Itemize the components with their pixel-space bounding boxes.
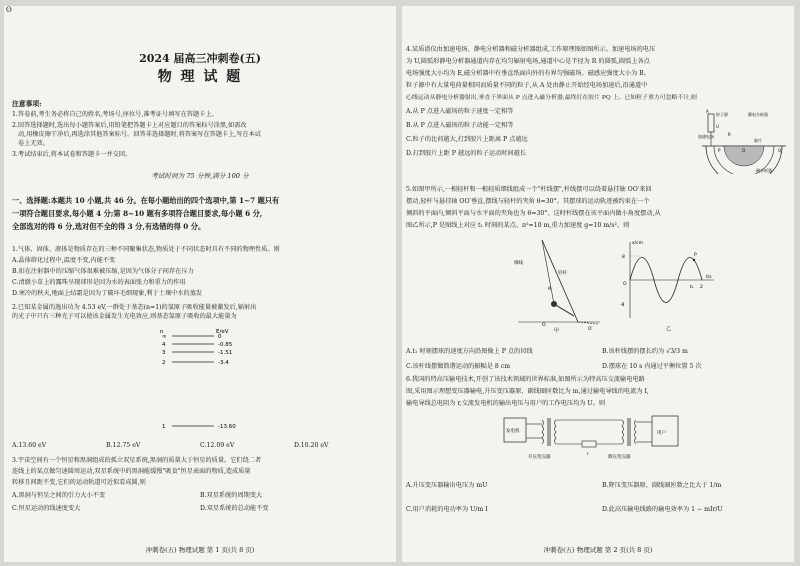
section-heading: 全部选对的得 6 分,选对但不全的得 3 分,有选错的得 0 分。: [12, 222, 206, 231]
q2-option-d: D.10.20 eV: [294, 442, 329, 449]
level-n: ∞: [162, 334, 167, 340]
q5-option-c: C.该杆线摆做简谐运动的振幅是 8 cm: [406, 363, 511, 370]
q3-option-a: A.黑洞与恒星之间的引力大小不变: [12, 492, 106, 499]
level-e: -13.60: [218, 424, 236, 430]
fig-label: 磁分析器: [756, 168, 772, 173]
notice-line: 卷上无效。: [18, 140, 49, 147]
fig-label: U: [716, 124, 719, 129]
q4-stem: 粒子源中有大量电荷量相同而质量不同的粒子,从 A 处由静止开始经电场加速后,沿通道中: [406, 82, 648, 89]
graph-label: t/s: [706, 275, 712, 280]
q2-option-a: A.13.60 eV: [12, 442, 47, 449]
axis-e-label: E/eV: [216, 329, 229, 335]
q4-stem: 为 U,圆弧形静电分析器通道内存在均匀辐射电场,通道中心是半径为 R 的圆弧,圆弧上各点: [406, 58, 650, 65]
notice-line: 动,用橡皮擦干净后,再选涂其他答案标号。回答非选择题时,将答案写在答题卡上,写在本试: [18, 131, 261, 138]
page-footer: 冲刺卷(五) 物理试题 第 1 页(共 8 页): [145, 546, 255, 554]
q5-option-d: D.摆球在 10 s 内通过平衡位置 5 次: [602, 363, 702, 370]
level-n: 4: [162, 342, 166, 348]
q4-option-b: B.从 P 点进入磁场的粒子动能一定相等: [406, 122, 514, 129]
circuit-label: 降压变压器: [608, 455, 631, 460]
fig-label: θ: [548, 287, 551, 292]
level-e: -1.51: [218, 350, 233, 356]
energy-level-diagram: [152, 328, 252, 436]
q5-option-a: A.t₁ 时刻摆球的速度方向沿图像上 P 点的切线: [406, 348, 533, 355]
section-heading: 一、选择题:本题共 10 小题,共 46 分。在每小题给出的四个选项中,第 1~7 题只有: [12, 196, 280, 205]
fig-label: R: [728, 132, 731, 137]
corner-mark: ʘ: [6, 6, 12, 14]
q4-option-c: C.粒子的比荷越大,打到胶片上距离 P 点越远: [406, 136, 528, 143]
q1-option-b: B.扣在注射器中的压缩气体很难被压缩,是因为气体分子间存在斥力: [12, 268, 194, 275]
fig-label: Q: [778, 148, 782, 153]
notice-line: 1.答卷前,考生务必将自己的姓名,考场号,座位号,准考证号填写在答题卡上。: [12, 111, 218, 118]
fig-label: 轻杆: [558, 271, 567, 276]
graph-label: O: [623, 282, 627, 287]
q1-option-c: C.清澈小草上的露珠呈现球形是因为水的表面张力和重力的作用: [12, 279, 186, 286]
q4-option-d: D.打到胶片上距 P 越远的粒子运动时间越长: [406, 150, 526, 157]
q3-stem: 3.宇宙空间有一个恒星和黑洞组成的孤立双星系统,黑洞的质量大于恒星的质量。它们绕二者: [12, 457, 262, 464]
graph-label: t₁: [690, 285, 694, 290]
q4-stem: 电场强度大小均为 E,磁分析器中有垂直纸面向外的有界匀强磁场。磁感应强度大小为 B。: [406, 70, 650, 77]
q1-stem: 1.气体、固体、液体是物质存在的三种不同聚集状态,物质处于不同状态时具有不同的物理性质。则: [12, 246, 280, 253]
left-page: [4, 6, 396, 562]
q6-stem: 输电导线总电阻为 r,交流发电机的输出电压与用户的工作电压均为 U。则: [406, 400, 606, 407]
graph-label: x/cm: [632, 241, 644, 246]
fig-label: 加速电场: [698, 134, 714, 139]
q6-stem: 6.我国的特高压输电技术,开创了该技术领域的世界标准,如图所示为特高压交流输电电路: [406, 376, 645, 383]
q5-stem: 5.如图甲所示,一根轻杆和一根轻质细线组成一个"杆线摆",杆线摆可以绕着悬挂轴 OO′来回: [406, 186, 652, 193]
fig-label: O: [542, 323, 546, 328]
q5-option-b: B.该杆线摆的摆长约为 √3/3 m: [602, 348, 688, 355]
circuit-label: 用户: [657, 431, 666, 436]
displacement-time-graph: [618, 238, 718, 334]
section-heading: 一项符合题目要求,每小题 4 分;第 8~10 题有多项符合题目要求,每小题 6 分,: [12, 209, 263, 218]
q2-option-c: C.12.09 eV: [200, 442, 235, 449]
fig-label: O′: [588, 327, 593, 332]
level-n: 3: [162, 350, 166, 356]
notice-heading: 注意事项:: [12, 100, 42, 108]
subject-title: 物 理 试 题: [157, 69, 243, 85]
fig-label: O: [742, 148, 746, 153]
rod-line-pendulum-figure: [514, 234, 604, 334]
mass-spectrometer-figure: [698, 108, 790, 174]
fig-label: 细线: [514, 261, 523, 266]
graph-label: P: [694, 253, 697, 258]
fig-label: 胶片: [754, 138, 762, 143]
q3-stem: 转移且间距不变,它们的运动轨道可近似看成圆,则: [12, 479, 146, 486]
graph-label: 2: [700, 285, 703, 290]
level-e: 0: [218, 334, 222, 340]
q6-option-b: B.降压变压器原、副线圈匝数之比大于 1/m: [602, 482, 722, 489]
fig-label: P: [718, 148, 721, 153]
level-n: 2: [162, 360, 166, 366]
q4-stem: 心线运动从静电分析器射出,垂直于界面从 P 点进入磁分析器,最终打在胶片 PQ 上。已知粒子重力可忽略不计,则: [406, 95, 697, 101]
axis-n-label: n: [160, 329, 164, 335]
exam-title: 2024 届高三冲刺卷(五): [139, 52, 261, 65]
q3-option-d: D.双星系统的总动能不变: [200, 505, 269, 512]
level-e: -3.4: [218, 360, 229, 366]
graph-label: 8: [622, 255, 625, 260]
q6-option-a: A.升压变压器输出电压为 mU: [406, 482, 488, 489]
page-footer: 冲刺卷(五) 物理试题 第 2 页(共 8 页): [543, 546, 653, 554]
q3-stem: 连线上的某点做匀速圆周运动,双星系统中的黑洞能缓慢"吸食"恒星表面的物质,造成质量: [12, 468, 251, 475]
q2-option-b: B.12.75 eV: [106, 442, 141, 449]
graph-label: 乙: [666, 326, 672, 332]
q5-stem: 倾斜的平面内,倾斜平面与水平面的夹角也为 θ=30°。这时杆线摆在该平面内做小角度摆动,从: [406, 210, 661, 217]
q1-option-a: A.晶体熔化过程中,温度不变,内能不变: [12, 257, 116, 264]
graph-label: -8: [620, 303, 625, 308]
notice-line: 2.回答选择题时,选出每小题答案后,用铅笔把答题卡上对应题目的答案标号涂黑,如需改: [12, 122, 247, 129]
fig-label: 甲: [554, 328, 560, 334]
circuit-label: 发电机: [506, 429, 520, 434]
right-page: [402, 6, 794, 562]
q4-stem: 4.某质谱仪由加速电场、静电分析器和磁分析器组成,工作原理图如图所示。加速电场的电压: [406, 46, 656, 53]
notice-line: 3.考试结束后,将本试卷和答题卡一并交回。: [12, 151, 132, 158]
q6-stem: 图,采用图示理想变压器输电,升压变压器原、副线圈匝数比为 m,通过输电导线的电流为 I,: [406, 388, 649, 395]
q1-option-d: D.寒冷的秋天,地面上结霜是因为了破坏毛细现象,利于土壤中水的蒸发: [12, 290, 203, 297]
q3-option-c: C.恒星运动的线速度变大: [12, 505, 81, 512]
level-e: -0.85: [218, 342, 233, 348]
fig-label: 粒子源: [716, 112, 728, 117]
q5-stem: 图乙所示,P 是图线上对应 t₁ 时刻的某点。π²≈10 m,重力加速度 g=10 m/s²。则: [406, 222, 630, 229]
q4-option-a: A.从 P 点进入磁场的粒子速度一定相等: [406, 108, 514, 115]
exam-info: 考试时间为 75 分钟,满分 100 分: [151, 172, 249, 180]
fig-label: 静电分析器: [748, 112, 768, 117]
q3-option-b: B.双星系统的周期变大: [200, 492, 263, 499]
power-transmission-circuit: [502, 410, 682, 468]
q2-stem: 的光子中只有三种光子可以使该金属发生光电效应,则基态氢原子吸收的最大能量为: [12, 313, 237, 320]
circuit-label: 升压变压器: [528, 455, 551, 460]
level-n: 1: [162, 424, 166, 430]
circuit-label: r: [587, 452, 589, 457]
q6-option-c: C.用户消耗的电功率为 U/m I: [406, 506, 488, 513]
q2-stem: 2.已知某金属的逸出功为 4.53 eV,一群处于基态(n=1)的氢原子吸收能量被激发后,辐射出: [12, 304, 257, 311]
fig-label: A: [706, 109, 709, 114]
q5-stem: 摆动,轻杆与悬挂轴 OO′垂直,摆线与轻杆的夹角 θ=30°。其摆球的运动轨迹被约束在一个: [406, 198, 650, 205]
q6-option-d: D.此高压输电线路的输电效率为 1 − mIr/U: [602, 506, 723, 513]
